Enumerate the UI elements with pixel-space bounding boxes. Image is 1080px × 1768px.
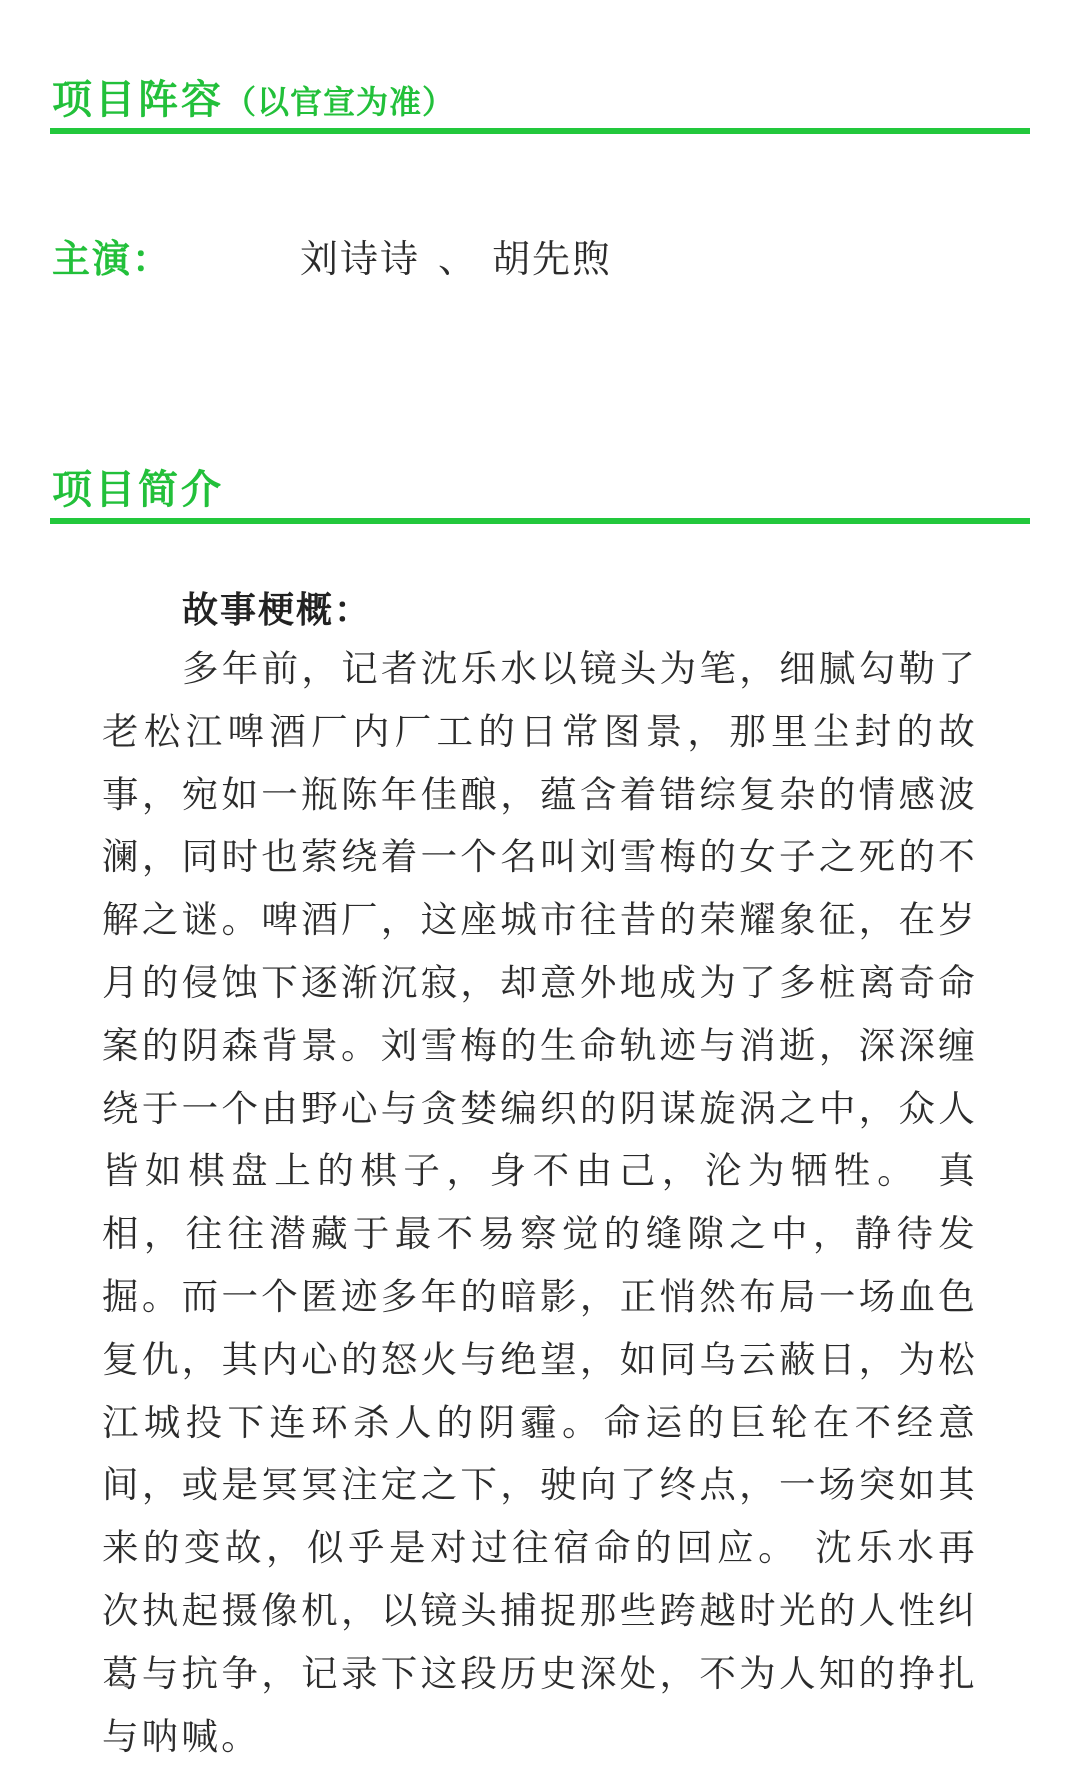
intro-section-title bbox=[52, 458, 224, 515]
lineup-section-title bbox=[52, 68, 455, 125]
synopsis-heading: 故事梗概： bbox=[182, 590, 373, 631]
cast-label: 主演： bbox=[52, 237, 173, 281]
intro-section-divider bbox=[50, 518, 1030, 524]
synopsis-body: 多年前，记者沈乐水以镜头为笔，细腻勾勒了老松江啤酒厂内厂工的日常图景，那里尘封的故事，宛如一瓶陈年佳酿，蕴含着错综复杂的情感波澜，同时也萦绕着一个名叫刘雪梅的女子之死的不解之谜。啤酒厂，这座城市往昔的荣耀象征，在岁月的侵蚀下逐渐沉寂，却意外地成为了多桩离奇命案的阴森背景。刘雪梅的生命轨迹与消逝，深深缠绕于一个由野心与贪婪编织的阴谋旋涡之中，众人皆如棋盘上的棋子，身不由己，沦为牺牲。 真相，往往潜藏于最不易察觉的缝隙之中，静待发掘。而一个匿迹多年的暗影，正悄然布局一场血色复仇，其内心的怒火与绝望，如同乌云蔽日，为松江城投下连环杀人的阴霾。命运的巨轮在不经意间，或是冥冥注定之下，驶向了终点，一场突如其来的变故，似乎是对过往宿命的回应。 沈乐水再次执起摄像机，以镜头捕捉那些跨越时光的人性纠葛与抗争，记录下这段历史深处，不为人知的挣扎与呐喊。 bbox=[102, 647, 978, 1758]
lineup-title-note: （以官宣为准） bbox=[224, 83, 456, 121]
cast-separator: 、 bbox=[438, 237, 479, 281]
cast-list bbox=[300, 228, 612, 283]
lineup-title-text: 项目阵容 bbox=[52, 77, 224, 123]
cast-actor-1: 刘诗诗 bbox=[300, 237, 421, 281]
lineup-section-divider bbox=[50, 128, 1030, 134]
intro-title-text: 项目简介 bbox=[52, 467, 224, 513]
cast-actor-2: 胡先煦 bbox=[492, 237, 613, 281]
